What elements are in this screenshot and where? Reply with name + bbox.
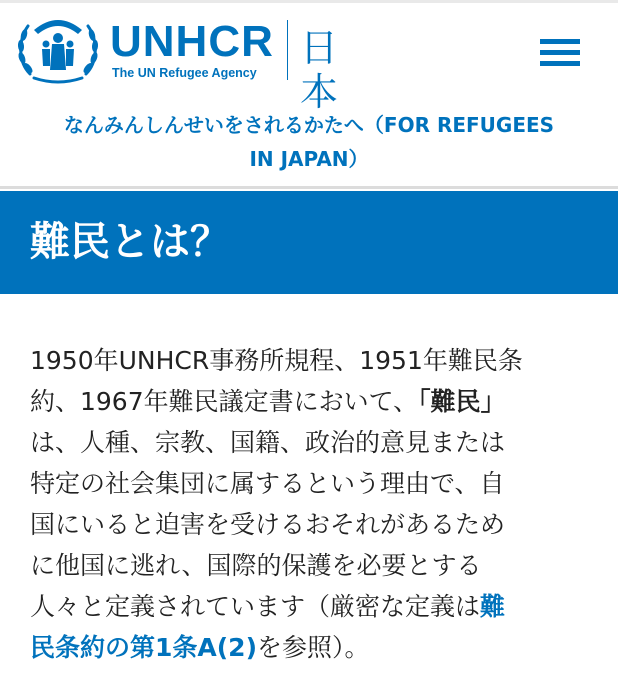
text-line: 1950年UNHCR事務所規程、1951年難民条 [30, 346, 523, 375]
logo-tagline: The UN Refugee Agency [112, 66, 257, 80]
unhcr-logo[interactable] [14, 14, 374, 114]
header-bottom-border [0, 186, 618, 189]
text-line: は、人種、宗教、国籍、政治的意見または [30, 428, 506, 457]
page-title: 難民とは？ [30, 219, 230, 265]
text-line: 特定の社会集団に属するという理由で、自 [30, 469, 505, 498]
text-line [30, 381, 590, 422]
refugee-term: 「難民」 [418, 387, 506, 416]
text-line: 国にいると迫害を受けるおそれがあるため [30, 510, 506, 539]
convention-link[interactable]: 難 [480, 592, 506, 621]
header-top-border [0, 0, 618, 3]
text-segment: 約、1967年難民議定書において、 [30, 387, 419, 416]
title-banner [0, 191, 618, 294]
text-line: に他国に逃れ、国際的保護を必要とする [30, 551, 482, 580]
menu-bar-bottom [540, 61, 580, 66]
menu-bar-middle [540, 50, 580, 55]
logo-divider [287, 20, 288, 80]
refugees-in-japan-link[interactable]: なんみんしんせいをされるかたへ（FOR REFUGEES IN JAPAN） [63, 113, 555, 171]
site-header [0, 0, 618, 190]
unhcr-emblem-icon [14, 14, 102, 84]
menu-bar-top [540, 39, 580, 44]
definition-paragraph [30, 340, 590, 668]
text-segment: 人々と定義されています（厳密な定義は [30, 592, 481, 621]
text-segment: を参照）。 [257, 633, 370, 662]
country-label: 日本 [300, 26, 339, 114]
text-line [30, 586, 590, 627]
hamburger-menu-icon[interactable] [536, 34, 584, 72]
text-line [30, 627, 590, 668]
convention-link[interactable]: 民条約の第1条A(2) [30, 633, 257, 662]
logo-wordmark: UNHCR [110, 17, 274, 66]
